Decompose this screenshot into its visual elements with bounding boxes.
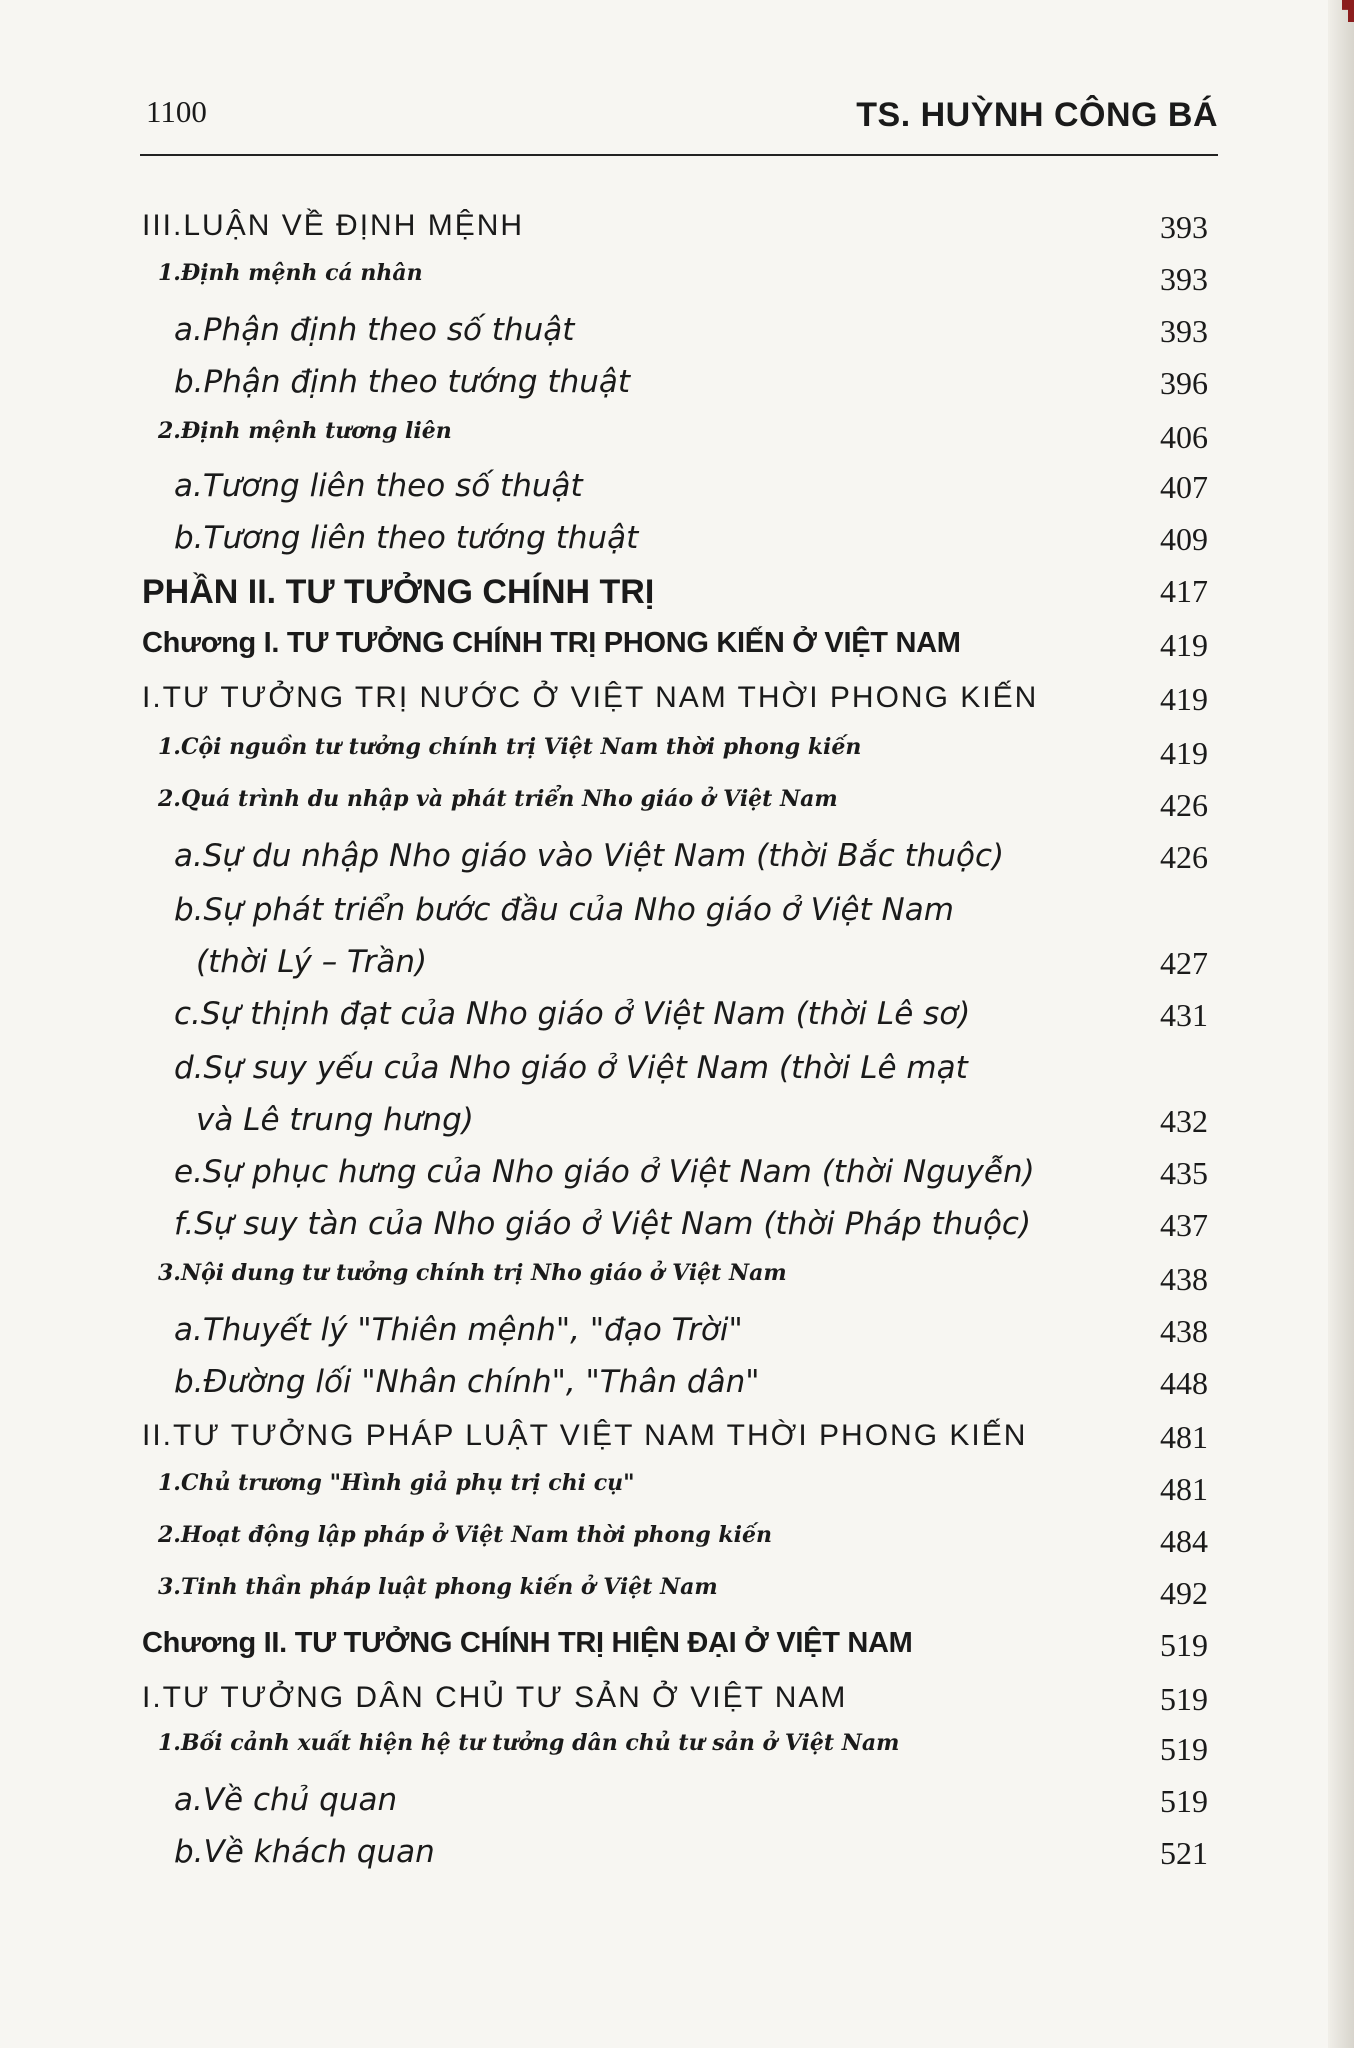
toc-entry-page: 481 [1160,1419,1208,1455]
toc-entry [0,520,1354,570]
toc-entry [0,892,1354,942]
toc-entry [0,1102,1354,1152]
toc-entry-page: 448 [1160,1365,1208,1401]
toc-entry-page: 481 [1160,1471,1208,1507]
toc-entry-title: 3.Tinh thần pháp luật phong kiến ở Việt Nam [158,1574,718,1600]
toc-entry [0,1574,1354,1624]
toc-entry-page: 519 [1160,1627,1208,1663]
toc-entry [0,1050,1354,1100]
toc-entry-title: e.Sự phục hưng của Nho giáo ở Việt Nam (thời Nguyễn) [174,1154,1035,1190]
toc-entry-page: 519 [1160,1681,1208,1717]
toc-entry-page: 437 [1160,1207,1208,1243]
toc-entry-page: 393 [1160,261,1208,297]
toc-entry-page: 492 [1160,1575,1208,1611]
toc-entry [0,1154,1354,1204]
toc-entry-title: II.TƯ TƯỞNG PHÁP LUẬT VIỆT NAM THỜI PHONG KIẾN [142,1419,1028,1452]
toc-entry [0,208,1354,258]
toc-entry-page: 438 [1160,1313,1208,1349]
toc-entry-page: 393 [1160,313,1208,349]
toc-entry-page: 431 [1160,997,1208,1033]
toc-entry [0,418,1354,468]
toc-entry [0,312,1354,362]
toc-entry-title: b.Sự phát triển bước đầu của Nho giáo ở Việt Nam [174,892,954,928]
toc-entry-page: 396 [1160,365,1208,401]
toc-entry [0,1364,1354,1414]
toc-entry [0,1206,1354,1256]
toc-entry [0,680,1354,730]
toc-entry [0,1418,1354,1468]
toc-entry [0,1626,1354,1676]
toc-entry-title: a.Thuyết lý "Thiên mệnh", "đạo Trời" [174,1312,743,1348]
toc-entry-page: 426 [1160,787,1208,823]
toc-entry-page: 417 [1160,573,1208,609]
toc-entry [0,1260,1354,1310]
toc-entry-page: 427 [1160,945,1208,981]
toc-entry-title: c.Sự thịnh đạt của Nho giáo ở Việt Nam (thời Lê sơ) [174,996,971,1032]
toc-entry-title: b.Đường lối "Nhân chính", "Thân dân" [174,1364,760,1400]
toc-entry-title: 2.Định mệnh tương liên [158,418,452,444]
toc-entry-page: 519 [1160,1731,1208,1767]
toc-entry [0,1834,1354,1884]
toc-entry-title: 1.Bối cảnh xuất hiện hệ tư tưởng dân chủ tư sản ở Việt Nam [158,1730,900,1756]
toc-entry-title: a.Tương liên theo số thuật [174,468,583,504]
toc-entry-title: a.Sự du nhập Nho giáo vào Việt Nam (thời Bắc thuộc) [174,838,1005,874]
toc-entry-page: 426 [1160,839,1208,875]
page-number: 1100 [146,94,207,129]
toc-entry [0,1680,1354,1730]
toc-entry [0,572,1354,622]
toc-entry-title: III.LUẬN VỀ ĐỊNH MỆNH [142,209,525,242]
page-header [140,92,1218,156]
toc-entry-title: 1.Định mệnh cá nhân [158,260,423,286]
toc-entry-title: PHẦN II. TƯ TƯỞNG CHÍNH TRỊ [142,573,655,611]
toc-entry-page: 409 [1160,521,1208,557]
toc-entry [0,1470,1354,1520]
toc-entry-title: a.Phận định theo số thuật [174,312,575,348]
toc-entry-page: 419 [1160,627,1208,663]
toc-entry-page: 521 [1160,1835,1208,1871]
toc-entry-page: 484 [1160,1523,1208,1559]
toc-entry-title: 1.Cội nguồn tư tưởng chính trị Việt Nam thời phong kiến [158,734,862,760]
toc-entry [0,838,1354,888]
toc-entry [0,1782,1354,1832]
toc-entry-title: (thời Lý – Trần) [196,944,428,980]
toc-entry-page: 432 [1160,1103,1208,1139]
toc-entry [0,996,1354,1046]
toc-entry [0,468,1354,518]
toc-entry [0,1312,1354,1362]
toc-entry-page: 435 [1160,1155,1208,1191]
toc-entry-title: d.Sự suy yếu của Nho giáo ở Việt Nam (thời Lê mạt [174,1050,968,1086]
toc-entry-title: 3.Nội dung tư tưởng chính trị Nho giáo ở Việt Nam [158,1260,787,1286]
toc-entry-title: Chương I. TƯ TƯỞNG CHÍNH TRỊ PHONG KIẾN Ở VIỆT NAM [142,627,961,659]
toc-entry-page: 519 [1160,1783,1208,1819]
toc-entry-title: a.Về chủ quan [174,1782,398,1818]
toc-entry-title: f.Sự suy tàn của Nho giáo ở Việt Nam (thời Pháp thuộc) [174,1206,1032,1242]
toc-entry [0,626,1354,676]
toc-entry-page: 393 [1160,209,1208,245]
toc-entry [0,260,1354,310]
running-head-author: TS. HUỲNH CÔNG BÁ [856,96,1218,134]
toc-entry-title: 2.Hoạt động lập pháp ở Việt Nam thời phong kiến [158,1522,772,1548]
toc-entry-page: 406 [1160,419,1208,455]
toc-entry-title: b.Tương liên theo tướng thuật [174,520,639,556]
toc-entry-page: 419 [1160,735,1208,771]
toc-entry [0,364,1354,414]
toc-entry-title: I.TƯ TƯỞNG DÂN CHỦ TƯ SẢN Ở VIỆT NAM [142,1681,848,1714]
toc-entry-title: I.TƯ TƯỞNG TRỊ NƯỚC Ở VIỆT NAM THỜI PHONG KIẾN [142,681,1039,714]
toc-entry [0,1730,1354,1780]
toc-entry-page: 419 [1160,681,1208,717]
toc-entry-page: 438 [1160,1261,1208,1297]
toc-entry-title: Chương II. TƯ TƯỞNG CHÍNH TRỊ HIỆN ĐẠI Ở VIỆT NAM [142,1627,913,1659]
toc-entry [0,786,1354,836]
toc-entry [0,1522,1354,1572]
toc-entry-title: 2.Quá trình du nhập và phát triển Nho giáo ở Việt Nam [158,786,838,812]
toc-entry-title: b.Phận định theo tướng thuật [174,364,631,400]
toc-entry [0,734,1354,784]
toc-entry-page: 407 [1160,469,1208,505]
toc-entry-title: b.Về khách quan [174,1834,435,1870]
toc-entry-title: và Lê trung hưng) [196,1102,474,1138]
toc-entry [0,944,1354,994]
toc-entry-title: 1.Chủ trương "Hình giả phụ trị chi cụ" [158,1470,635,1496]
